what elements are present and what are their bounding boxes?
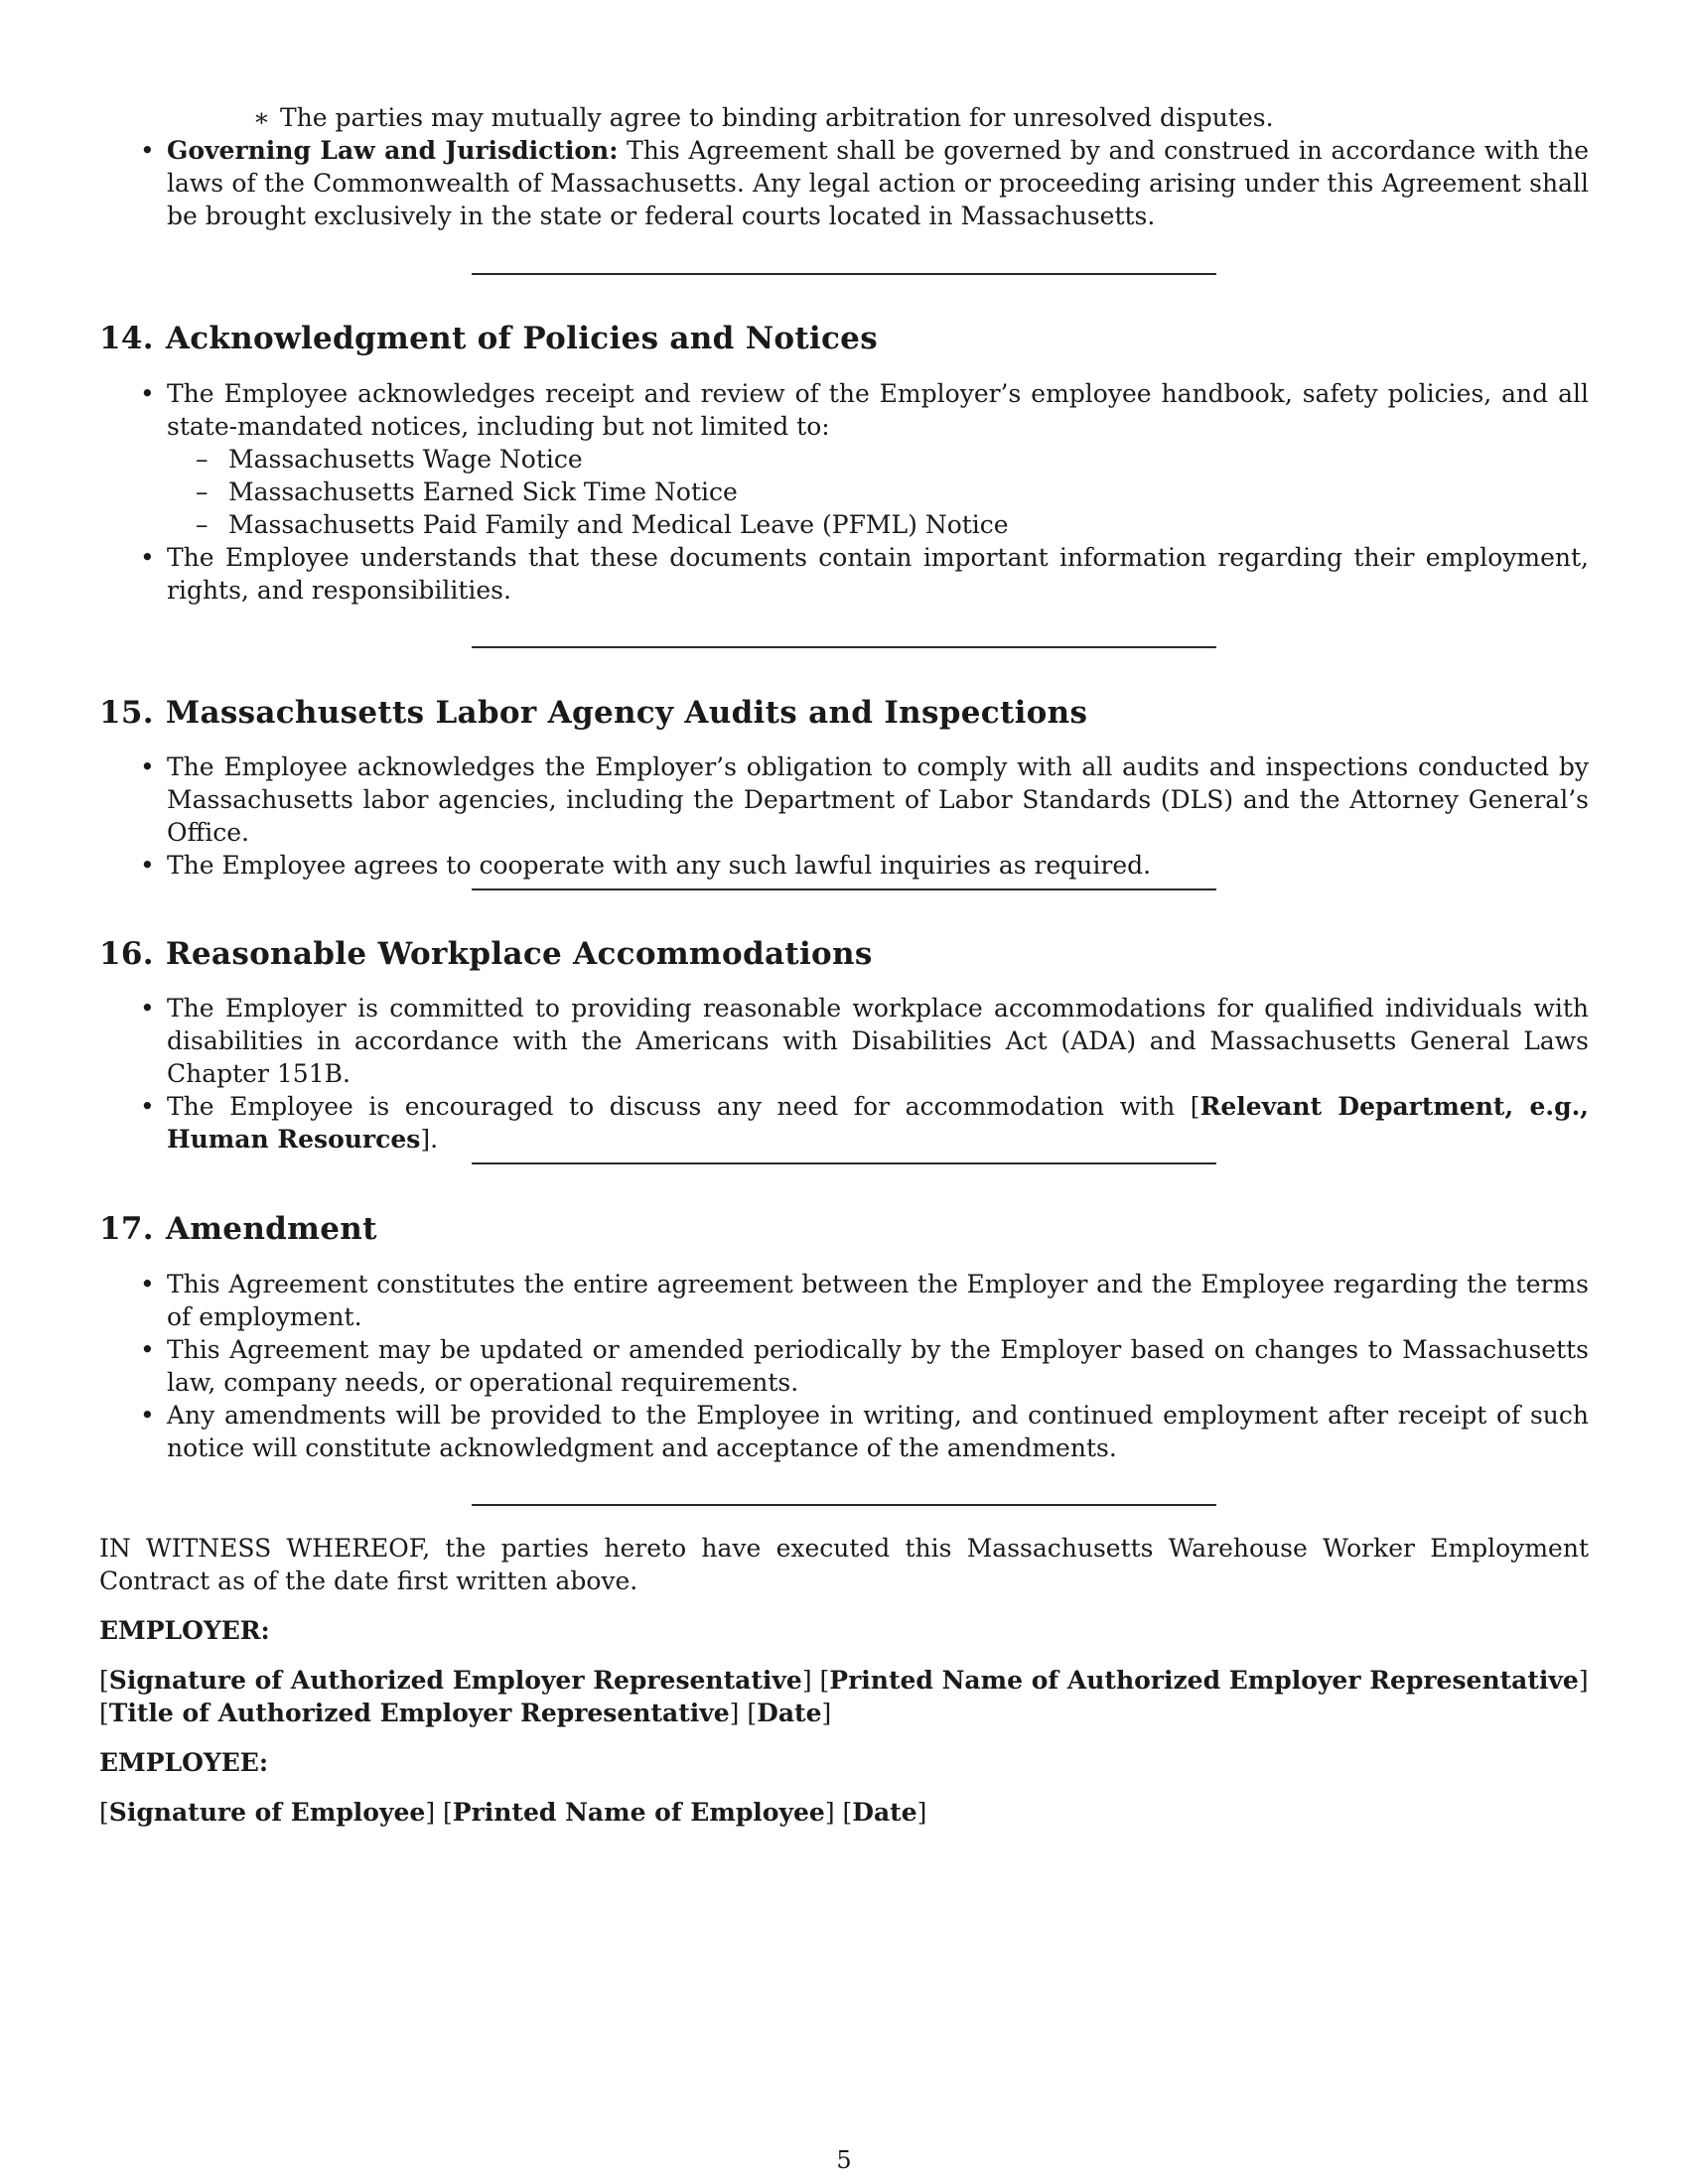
- employee-label: EMPLOYEE:: [99, 1748, 269, 1777]
- witness-paragraph: IN WITNESS WHEREOF, the parties hereto have executed this Massachusetts Warehouse Worker Employment Contract as of the date first written above.: [99, 1534, 1589, 1595]
- list-item: • The Employee is encouraged to discuss any need for accommodation with [Relevant Department, e.g., Human Resources].: [99, 1090, 1589, 1156]
- list-item: • This Agreement may be updated or amended periodically by the Employer based on changes to Massachusetts law, company needs, or operational requirements.: [99, 1333, 1589, 1399]
- section-divider: [472, 1162, 1216, 1164]
- page-number: 5: [836, 2146, 852, 2174]
- section-15-body: [99, 751, 1589, 882]
- notice-item: – Massachusetts Earned Sick Time Notice: [99, 476, 1589, 508]
- list-item: • The Employer is committed to providing reasonable workplace accommodations for qualified individuals with disabilities in accordance with the Americans with Disabilities Act (ADA) and Massachusetts General Laws Chapter 151B.: [99, 992, 1589, 1090]
- section-16-body: [99, 992, 1589, 1156]
- notice-item: – Massachusetts Wage Notice: [99, 443, 1589, 476]
- section-divider: [472, 646, 1216, 648]
- section-15-heading: 15. Massachusetts Labor Agency Audits and Inspections: [99, 695, 1088, 731]
- section-16-heading: 16. Reasonable Workplace Accommodations: [99, 936, 873, 972]
- section-14-body: [99, 377, 1589, 607]
- list-item: • Any amendments will be provided to the Employee in writing, and continued employment after receipt of such notice will constitute acknowledgment and acceptance of the amendments.: [99, 1399, 1589, 1464]
- employer-label: EMPLOYER:: [99, 1616, 270, 1645]
- section-17-heading: 17. Amendment: [99, 1211, 377, 1247]
- list-item: • The Employee understands that these documents contain important information regarding their employment, rights, and responsibilities.: [99, 541, 1589, 607]
- notice-item: – Massachusetts Paid Family and Medical Leave (PFML) Notice: [99, 508, 1589, 541]
- arbitration-subitem: ∗ The parties may mutually agree to binding arbitration for unresolved disputes.: [99, 101, 1589, 134]
- list-item: • The Employee acknowledges the Employer’s obligation to comply with all audits and inspections conducted by Massachusetts labor agencies, including the Department of Labor Standards (DLS) and the Attorney General’s Office.: [99, 751, 1589, 849]
- list-item: • This Agreement constitutes the entire agreement between the Employer and the Employee regarding the terms of employment.: [99, 1268, 1589, 1333]
- list-item: • The Employee acknowledges receipt and review of the Employer’s employee handbook, safety policies, and all state-mandated notices, including but not limited to:: [99, 377, 1589, 443]
- section-17-body: [99, 1268, 1589, 1464]
- section-divider: [472, 273, 1216, 275]
- governing-law-item: [99, 134, 1589, 232]
- list-item: • The Employee agrees to cooperate with any such lawful inquiries as required.: [99, 849, 1589, 882]
- section-14-heading: 14. Acknowledgment of Policies and Notices: [99, 321, 878, 356]
- governing-law-text: This Agreement shall be governed by and construed in accordance with the laws of the Commonwealth of Massachusetts. Any legal action or proceeding arising under this Agreement shall be brought exclusively in the state or federal courts located in Massachusetts.: [167, 136, 1590, 230]
- employer-signature-block: [Signature of Authorized Employer Representative] [Printed Name of Authorized Employer Representative] [Title of Authorized Employer Representative] [Date]: [99, 1666, 1589, 1727]
- document-page: [99, 0, 1589, 2184]
- placeholder-department: Relevant Department, e.g., Human Resources: [167, 1092, 1589, 1154]
- employee-signature-block: [Signature of Employee] [Printed Name of Employee] [Date]: [99, 1798, 927, 1827]
- governing-law-block: [99, 101, 1589, 232]
- section-divider: [472, 1504, 1216, 1506]
- section-divider: [472, 888, 1216, 890]
- governing-law-label: Governing Law and Jurisdiction:: [167, 136, 619, 165]
